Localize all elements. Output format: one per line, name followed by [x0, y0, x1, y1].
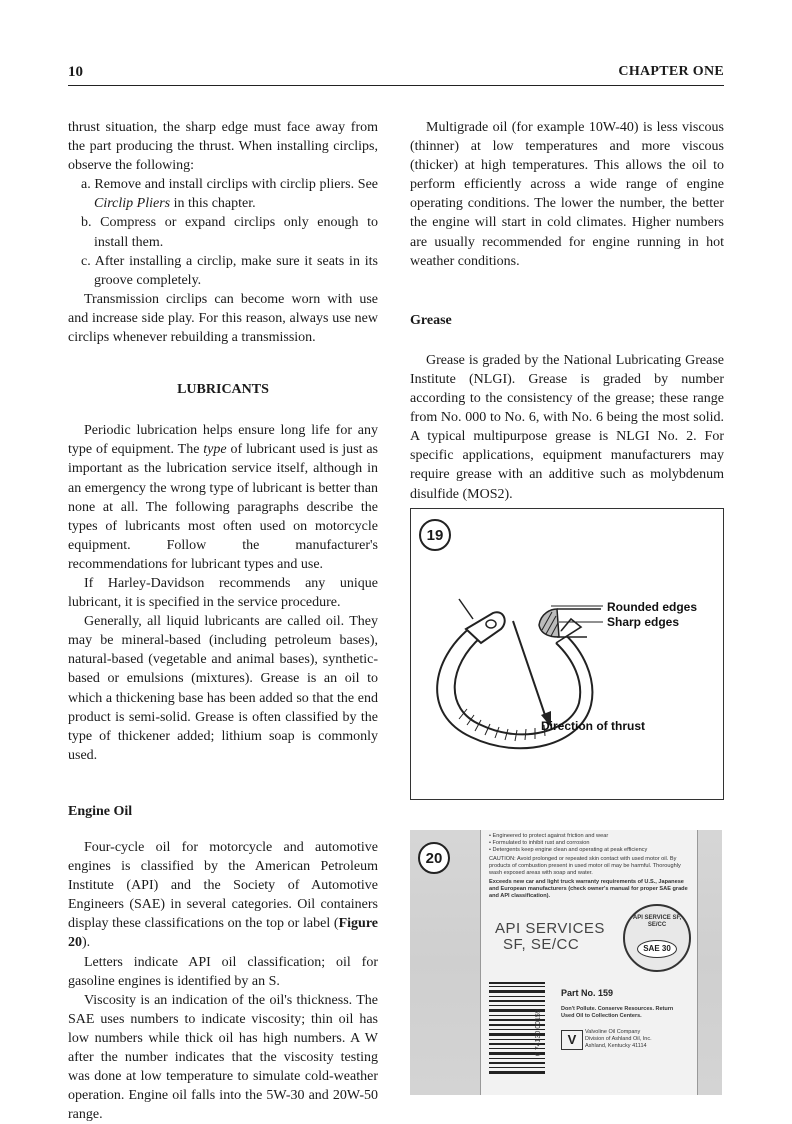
grease-paragraph: Grease is graded by the National Lubricating Grease Institute (NLGI). Grease is graded by number according to the consistency of the grease; these range from No. 000 to No. 6, with No. 6 being the most solid. A typical multipurpose grease is NLGI No. 2. For specific applications, equipment manufacturers may require grease with an additive such as molybdenum disulfide (MOS2).: [410, 352, 724, 502]
label-sharp-edges: Sharp edges: [607, 615, 680, 629]
italic-text: type: [203, 442, 227, 458]
figure-19: [410, 508, 724, 800]
lubricants-paragraph-1: [68, 421, 378, 574]
text: of lubricant used is just as important as the lubrication service itself, although in an emergency the wrong type of lubricant is better than none at all. The following paragraphs describe the types of lubricants most often used on motorcycle equipment. Follow the manufacturer's recommendations for lubricant types and use.: [68, 442, 379, 572]
list-text: After installing a circlip, make sure it seats in its groove completely.: [94, 253, 378, 288]
lubricants-paragraph-3: Generally, all liquid lubricants are called oil. They may be mineral-based (including petroleum bases), natural-based (vegetable and animal bases), synthetic-based or emulsions (mixtures). Grease is an oil to which a thickening base has been added so that the end product is semi-solid. Grease is often classified by the type of thickener added; lithium soap is commonly used.: [68, 614, 378, 763]
circlip-end: [556, 619, 581, 643]
text: Four-cycle oil for motorcycle and automotive engines is classified by the American Petroleum Institute (API) and the Society of Automotive Engineers (SAE) in several categories. Oil containers display these classifications on the top or label (: [68, 840, 378, 932]
api-seal-ring-text: API SERVICE SF, SE/CC: [632, 915, 682, 928]
label-line: • Engineered to protect against friction and wear: [489, 833, 609, 839]
list-item: [68, 213, 378, 251]
grease-heading: Grease: [410, 312, 452, 328]
list-item: [68, 252, 378, 290]
valvoline-logo: V: [561, 1030, 583, 1050]
api-services-line2: SF, SE/CC: [503, 936, 580, 953]
label-line: • Formulated to inhibit rust and corrosion: [489, 840, 590, 846]
company-info: [585, 1029, 652, 1050]
list-letter: b.: [81, 215, 92, 231]
engine-oil-paragraph-3: Viscosity is an indication of the oil's thickness. The SAE uses numbers to indicate viscosity; thin oil has low numbers while thick oil has high numbers. A W after the number indicates that the viscosity testing was done at low temperature to simulate cold-weather operation. Engine oil falls into the 5W-30 and 20W-50 range.: [68, 992, 378, 1123]
list-item: [68, 175, 378, 213]
lubricants-paragraph-2: If Harley-Davidson recommends any unique lubricant, it is specified in the service procedure.: [68, 575, 378, 611]
label-direction-of-thrust: Direction of thrust: [541, 719, 645, 733]
right-column: [410, 118, 724, 504]
api-services-line1: API SERVICES: [495, 920, 605, 937]
conserve-text: Don't Pollute. Conserve Resources. Return Used Oil to Collection Centers.: [561, 1006, 674, 1019]
multigrade-paragraph: Multigrade oil (for example 10W-40) is less viscous (thinner) at low temperatures and more viscous (thicker) at high temperatures. This allows the oil to perform efficiently across a wide range of engine operating conditions. The lower the number, the better the engine will start in cold climates. Higher numbers are usually recommended for engine running in hot weather conditions.: [410, 120, 724, 269]
text: Periodic lubrication helps ensure long life for any type of equipment. The: [68, 423, 378, 458]
company-line: Ashland, Kentucky 41114: [585, 1043, 647, 1049]
circlip-illustration: [411, 509, 723, 799]
caution-text: CAUTION: Avoid prolonged or repeated skin contact with used motor oil. By products of combustion present in used motor oil may be harmful. Thoroughly wash exposed areas with soap and water.: [489, 856, 681, 876]
list-letter: c.: [81, 253, 91, 269]
engine-oil-paragraph-2: Letters indicate API oil classification; oil for gasoline engines is identified by an S.: [68, 954, 378, 989]
figure-reference: Figure 20: [68, 916, 378, 951]
list-text: Remove and install circlips with circlip pliers. See: [94, 177, 379, 193]
cross-section: [539, 609, 559, 637]
list-letter: a.: [81, 177, 91, 193]
label-line: • Detergents keep engine clean and operating at peak efficiency: [489, 847, 648, 853]
figure-20: [410, 830, 722, 1095]
label-rounded-edges: Rounded edges: [607, 600, 698, 614]
barcode-digits: 0 74130 00159: [535, 1009, 542, 1056]
oil-label-panel: [480, 830, 698, 1095]
api-seal-center: SAE 30: [637, 940, 677, 958]
page-number: 10: [68, 64, 83, 80]
engine-oil-paragraph-1: [68, 838, 378, 953]
part-number: Part No. 159: [561, 988, 614, 998]
left-column: [68, 118, 378, 1124]
api-seal: [623, 904, 691, 972]
text: ).: [82, 935, 91, 951]
list-text: Compress or expand circlips only enough to install them.: [94, 215, 379, 250]
pointer-line: [459, 599, 473, 619]
intro-paragraph: thrust situation, the sharp edge must face away from the part producing the thrust. When installing circlips, observe the following:: [68, 120, 378, 174]
chapter-title: CHAPTER ONE: [618, 64, 724, 79]
circlip-lug-hole: [486, 620, 496, 628]
thrust-arrow-line: [513, 621, 547, 721]
exceeds-text: Exceeds new car and light truck warranty requirements of U.S., Japanese and European manufacturers (check owner's manual for proper SAE grade and API classification).: [489, 879, 688, 899]
header-rule: [68, 85, 724, 86]
lubricants-heading: LUBRICANTS: [177, 382, 269, 398]
company-line: Valvoline Oil Company: [585, 1029, 641, 1035]
figure-number-badge: 19: [419, 519, 451, 551]
company-line: Division of Ashland Oil, Inc.: [585, 1036, 652, 1042]
list-italic: Circlip Pliers: [94, 196, 171, 212]
transmission-paragraph: Transmission circlips can become worn with use and increase side play. For this reason, always use new circlips whenever rebuilding a transmission.: [68, 291, 378, 346]
figure-number-badge: 20: [418, 842, 450, 874]
engine-oil-heading: Engine Oil: [68, 803, 133, 819]
list-text-post: in this chapter.: [170, 196, 256, 212]
